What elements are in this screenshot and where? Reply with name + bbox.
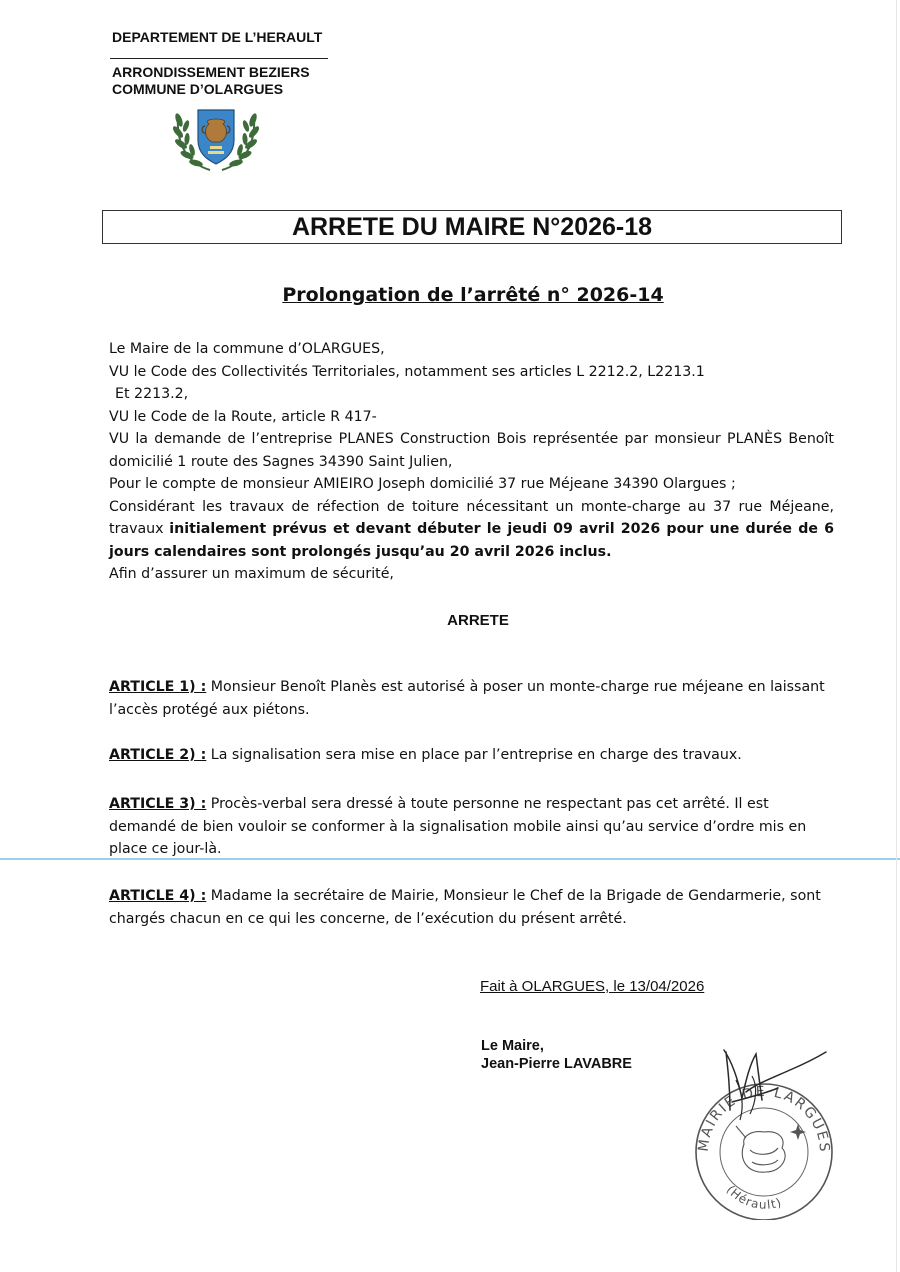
considerant-bold-text: initialement prévus et devant débuter le jeudi 09 avril 2026 pour une durée de 6 jours calendaires sont prolongés jusqu’au 20 avril 2026 inclus. — [109, 521, 834, 560]
decree-title: ARRETE DU MAIRE N°2026-18 — [291, 212, 653, 241]
title-box — [102, 210, 842, 244]
preamble-line: VU le Code de la Route, article R 417- — [109, 408, 377, 425]
article-text: Madame la secrétaire de Mairie, Monsieur le Chef de la Brigade de Gendarmerie, sont chargés chacun en ce qui les concerne, de l’exécution du présent arrêté. — [109, 888, 821, 927]
preamble-line: Pour le compte de monsieur AMIEIRO Joseph domicilié 37 rue Méjeane 34390 Olargues ; — [109, 476, 736, 492]
place-and-date: Fait à OLARGUES, le 13/04/2026 — [480, 978, 705, 995]
article-text: La signalisation sera mise en place par l’entreprise en charge des travaux. — [206, 747, 742, 763]
commune-heading: COMMUNE D’OLARGUES — [112, 81, 284, 97]
signatory-title: Le Maire, — [481, 1038, 544, 1054]
preamble — [109, 338, 834, 586]
article-text: Monsieur Benoît Planès est autorisé à poser un monte-charge rue méjeane en laissant l’accès protégé aux piétons. — [109, 679, 825, 718]
page-edge — [896, 0, 897, 1272]
article-label: ARTICLE 1) : — [109, 679, 207, 695]
stamp-top-text: MAIRIE DE LARGUES — [695, 1083, 833, 1155]
preamble-line: Afin d’assurer un maximum de sécurité, — [109, 566, 394, 582]
decree-subtitle: Prolongation de l’arrêté n° 2026-14 — [282, 284, 664, 306]
department-heading: DEPARTEMENT DE L’HERAULT — [112, 29, 323, 45]
preamble-line: VU la demande de l’entreprise PLANES Construction Bois représentée par monsieur PLANÈS Benoît domicilié 1 route des Sagnes 34390 Saint Julien, — [109, 431, 834, 470]
stamp-bottom-text: (Hérault) — [723, 1182, 784, 1212]
preamble-line: VU le Code des Collectivités Territoriales, notamment ses articles L 2212.2, L2213.1 — [109, 363, 705, 380]
scan-artifact-line — [0, 858, 900, 860]
article-3 — [109, 793, 834, 861]
svg-text:(Hérault) — [724, 1183, 784, 1212]
header-divider — [110, 58, 328, 59]
svg-text:MAIRIE DE LARGUES — [696, 1084, 833, 1154]
article-1 — [109, 676, 834, 721]
preamble-considerant — [109, 496, 834, 564]
signatory-name: Jean-Pierre LAVABRE — [481, 1056, 632, 1072]
article-2 — [109, 744, 834, 767]
arrondissement-heading: ARRONDISSEMENT BEZIERS — [112, 64, 310, 80]
article-4 — [109, 885, 834, 930]
article-text: Procès-verbal sera dressé à toute personne ne respectant pas cet arrêté. Il est demandé de bien vouloir se conformer à la signalisation mobile ainsi qu’au service d’ordre mis en place ce jour-là. — [109, 796, 807, 857]
preamble-line: Le Maire de la commune d’OLARGUES, — [109, 341, 385, 357]
article-label: ARTICLE 4) : — [109, 888, 207, 904]
article-label: ARTICLE 3) : — [109, 796, 207, 812]
considerant-text: Considérant les travaux de réfection de toiture nécessitant un monte-charge au 37 rue Méjeane, travaux — [109, 498, 834, 537]
coat-of-arms-icon — [170, 104, 262, 176]
preamble-line: Et 2213.2, — [115, 386, 189, 402]
article-label: ARTICLE 2) : — [109, 747, 207, 763]
decision-heading: ARRETE — [447, 612, 509, 629]
official-stamp-icon — [686, 1040, 836, 1220]
